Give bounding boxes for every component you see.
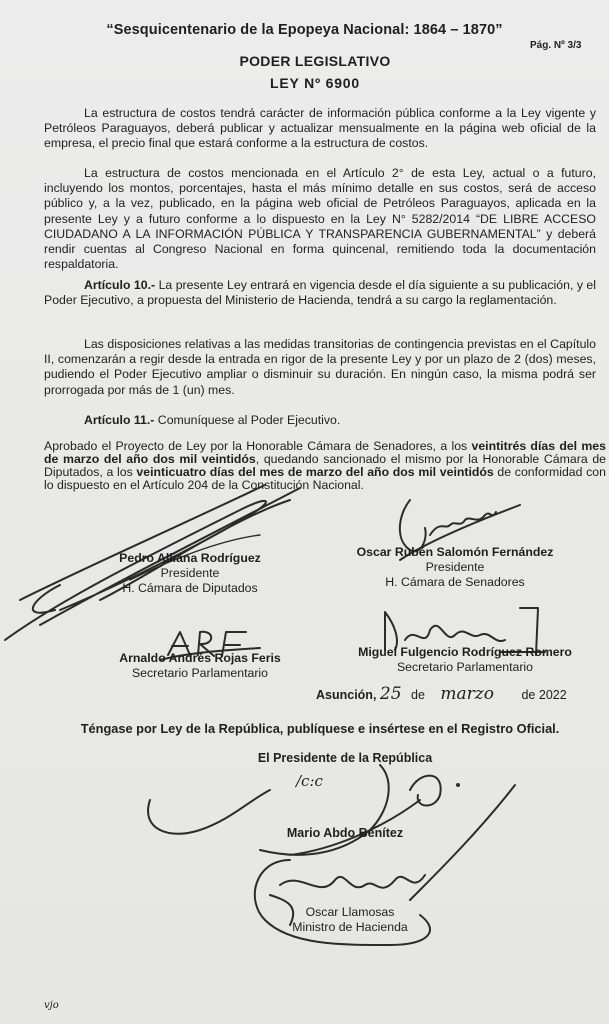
signer-name: Arnaldo Andrés Rojas Feris [119, 651, 281, 665]
article-text: La presente Ley entrará en vigencia desde el día siguiente a su publicación, y el Poder Ejecutivo, a propuesta del Ministerio de Hacienda, tendrá a su cargo la reglamentación. [44, 278, 596, 308]
signer-role: Secretario Parlamentario [396, 660, 533, 674]
date-year: de 2022 [521, 688, 567, 702]
article-text: Comuníquese al Poder Ejecutivo. [154, 413, 341, 427]
paragraph-text: La estructura de costos tendrá carácter de información pública conforme a la Ley vigente y Petróleos Paraguayos, deberá publicar y actualizar mensualmente en la página web oficial de la empresa, el precio final que estará conforme a la estructura de costos. [44, 106, 596, 151]
date-day: 25 [379, 684, 402, 704]
date-line [316, 684, 606, 704]
motto-header: “Sesquicentenario de la Epopeya Nacional: 1864 – 1870” [106, 22, 503, 38]
signature-block-secretary-diputados [100, 651, 300, 681]
signer-name: Miguel Fulgencio Rodríguez Romero [358, 645, 572, 659]
law-number: LEY Nº 6900 [270, 75, 360, 91]
paragraph-cost-structure [44, 106, 596, 152]
typist-initials: vjo [44, 1000, 59, 1011]
promulgation-decree: Téngase por Ley de la República, publíquese e insértese en el Registro Oficial. [80, 721, 560, 736]
signer-org: H. Cámara de Senadores [385, 575, 525, 589]
handwritten-cic: /c:c [296, 772, 323, 790]
paragraph-public-access [44, 166, 596, 272]
date-month: marzo [440, 684, 494, 704]
signer-role: Presidente [425, 560, 485, 574]
paragraph-text: La estructura de costos mencionada en el Artículo 2° de esta Ley, actual o a futuro, incluyendo los montos, porcentajes, hasta el más mínimo detalle en sus costos, será de acceso público y, a la vez, publicado, en la página web oficial de Petróleos Paraguayos, aplicada en la presente Ley y a futuro conforme a lo dispuesto en la Ley N° 5282/2014 “DE LIBRE ACCESO CIUDADANO A LA INFORMACIÓN PÚBLICA Y TRANSPARENCIA GUBERNAMENTAL” y deberá rendir cuentas al Congreso Nacional en forma quincenal, remitiendo toda la documentación respaldatoria. [44, 166, 596, 272]
signer-name: Pedro Alliana Rodríguez [119, 551, 261, 565]
approval-text: Aprobado el Proyecto de Ley por la Honorable Cámara de Senadores, a los [44, 439, 472, 453]
page-number: Pág. Nº 3/3 [530, 40, 582, 51]
signer-org: H. Cámara de Diputados [122, 581, 258, 595]
deputies-date: veinticuatro días del mes de marzo del año dos mil veintidós [136, 465, 494, 479]
article-11 [44, 413, 596, 428]
signature-president [148, 765, 441, 855]
paragraph-transitional [44, 337, 596, 398]
branch-title: PODER LEGISLATIVO [239, 53, 391, 69]
signature-block-diputados [90, 551, 290, 596]
paragraph-text: Las disposiciones relativas a las medidas transitorias de contingencia previstas en el Capítulo II, comenzarán a regir desde la entrada en rigor de la presente Ley y por un plazo de 2 (dos) meses, pudiendo el Poder Ejecutivo ampliar o disminuir su duración. En ningún caso, la misma podrá ser prorrogada por más de 1 (un) mes. [44, 337, 596, 397]
date-de: de [411, 688, 425, 702]
minister-name: Oscar Llamosas [305, 905, 395, 919]
executive-title: El Presidente de la República [257, 751, 433, 765]
signer-role: Presidente [160, 566, 220, 580]
article-label: Artículo 10.- [84, 278, 156, 292]
signer-role: Secretario Parlamentario [131, 666, 268, 680]
article-10 [44, 278, 596, 308]
signature-block-minister [250, 905, 450, 935]
signature-block-senadores [340, 545, 570, 590]
minister-role: Ministro de Hacienda [292, 920, 408, 934]
signature-block-secretary-senadores [340, 645, 590, 675]
president-name: Mario Abdo Benítez [286, 826, 404, 840]
approval-text: , quedando sancionado el mismo por la Honorable Cámara de Diputados, a los [44, 452, 606, 479]
date-place: Asunción, [316, 688, 377, 702]
article-label: Artículo 11.- [84, 413, 155, 427]
signer-name: Oscar Rubén Salomón Fernández [356, 545, 554, 559]
senate-date: veintitrés días del mes de marzo del año dos mil veintidós [44, 439, 606, 466]
approval-paragraph [44, 440, 606, 492]
approval-text: de conformidad con lo dispuesto en el Artículo 204 de la Constitución Nacional. [44, 465, 606, 492]
